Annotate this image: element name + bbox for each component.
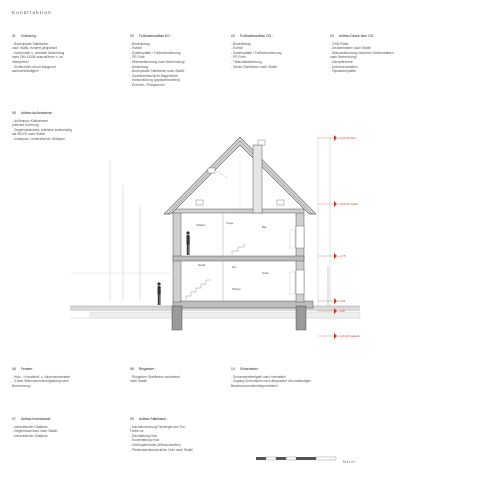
upper-floor-slab <box>173 256 304 261</box>
note-line: Farbe rot <box>130 429 144 434</box>
note-title: Fenster : <box>21 367 35 371</box>
note-line: - Kiesschüttung (kapillarbrechend) <box>130 78 181 83</box>
note-line: - 3-fach-Wärmeschutzverglasung nach <box>12 379 69 384</box>
note-line: als WDVS nach Statik! <box>12 132 46 137</box>
note-line: - Systemplatte / Fußbodenheizung <box>231 50 282 55</box>
note-line: - Estrich <box>130 46 143 51</box>
note-line: - Ziegelmauerwerk, teilweise zweischalig <box>12 127 72 132</box>
note-title: Aufbau Außenwände : <box>21 111 54 115</box>
note-line: - horizontale u. vertikale Abdichtung <box>12 50 65 55</box>
note-line: - Systemplatte / Fußbodenheizung <box>130 50 181 55</box>
note-line: - Abdichtung <box>130 64 149 69</box>
stair <box>186 280 211 300</box>
level-label: - 0,35 <box>338 310 345 313</box>
level-marker <box>318 135 356 141</box>
note-line: - Bodenbelag <box>130 41 150 46</box>
note-title: Gründung : <box>21 34 38 38</box>
level-label: + 5,55 OK Traufe <box>338 203 358 206</box>
person-figure <box>157 282 160 305</box>
note-title: Schornstein : <box>240 367 260 371</box>
room-label: Küche <box>262 272 269 275</box>
note-title: Fußbodenaufbau OG : <box>240 34 273 38</box>
note-line: - Dachlattung Holz <box>130 433 158 438</box>
note-line: - Bodenplatte Stahlbeton nach Statik! <box>130 69 185 74</box>
note-line: - Wärmedämmung nach Berechnung! <box>130 59 185 64</box>
note-title: Aufbau Innenwände : <box>21 417 53 421</box>
note-line: - Wärmedämmung zwischen Deckenbalken <box>330 50 394 55</box>
note-line: Berechnung! <box>12 383 31 388</box>
note-line: - Ziegelmauerwerk nach Statik! <box>12 429 58 434</box>
callout-marker <box>277 200 284 205</box>
ceiling-slab <box>173 209 304 213</box>
level-label: + 8,00 OK First <box>338 137 356 140</box>
note-line: - Ringanker Stahlbeton umlaufend <box>130 374 181 379</box>
note-line: - Gipskartonplatte <box>330 69 357 74</box>
note-title: Fußbodenaufbau EG : <box>139 34 172 38</box>
note-line: - Innenputz / mineralischer Glattputz <box>12 136 65 141</box>
note-number: 07 <box>12 417 16 421</box>
window-og <box>296 226 304 248</box>
note-line: nach Statik, frostfrei gegründet <box>12 46 57 51</box>
note-line: - Bodenplatte Stahlbeton <box>12 41 49 46</box>
note-line: - Unterkonstruktion <box>330 64 358 69</box>
note-line: - Estrich <box>231 46 244 51</box>
chimney <box>253 145 262 213</box>
note-line: - Schornsteinfertigteil nach Hersteller! <box>231 374 286 379</box>
foundation-left <box>172 306 182 330</box>
window-frame <box>290 230 295 248</box>
window-eg <box>296 270 304 294</box>
roof-inner-line <box>168 141 312 214</box>
note-number: 03 <box>231 34 235 38</box>
level-label: ± 0,00 <box>338 300 346 303</box>
foundation-right <box>296 306 306 330</box>
room-label: Abstell <box>198 264 206 267</box>
note-line: - PE-Folie <box>130 55 145 60</box>
note-line: - Zugang Schornstein nach Absprache mit zuständigen <box>231 379 312 384</box>
note-title: Aufbau Satteldach : <box>139 417 168 421</box>
note-line: - Decke Stahlbeton nach Statik! <box>231 64 278 69</box>
note-line: nach Statik! <box>130 379 148 384</box>
note-line: - PE-Folie <box>231 55 246 60</box>
note-line: - OSB-Platte <box>330 41 349 46</box>
stair-upper <box>232 243 244 255</box>
level-marker <box>318 253 346 259</box>
note-number: 08 <box>130 367 134 371</box>
window-frame <box>290 272 295 294</box>
note-number: 10 <box>231 367 235 371</box>
note-line: - Außenputz Kalkzement <box>12 118 48 123</box>
note-line: - Deckenbalken nach Statik! <box>330 46 372 51</box>
level-marker <box>318 298 346 304</box>
note-line: sachverständigen! <box>12 69 39 74</box>
note-number: 04 <box>330 34 334 38</box>
note-line: - Unterspannbahn (diffusionsoffen) <box>130 442 181 447</box>
room-label: Treppe <box>226 222 234 225</box>
note-line: nach DIN 18195 auszuführen u. zu <box>12 55 63 60</box>
note-line: - Sauberkeitsschicht Magerbeton <box>130 73 179 78</box>
gravel-layer <box>90 312 360 318</box>
person-figure <box>186 231 189 255</box>
floor-slab <box>173 301 313 308</box>
note-title: Aufbau Decke über OG : <box>339 34 376 38</box>
room-label: Flur <box>232 266 237 269</box>
note-number: 05 <box>12 111 16 115</box>
note-line: - Erdreich / Planplanum <box>130 82 165 87</box>
note-line: (kleinste Körnung) <box>12 123 39 128</box>
page-title: Konstruktion <box>12 10 52 15</box>
callout-marker <box>258 140 265 145</box>
level-marker <box>318 333 360 339</box>
room-label: Bad <box>262 226 267 229</box>
note-line: überprüfen! <box>12 59 29 64</box>
room-label: Wohnen <box>232 288 241 291</box>
scale-bar <box>256 457 336 460</box>
note-number: 06 <box>12 367 16 371</box>
note-line: - Trittschalldämmung <box>231 59 262 64</box>
callout-marker <box>208 168 228 178</box>
note-line: - Bodenbelag <box>231 41 251 46</box>
level-label: - 0,46 OK Gelände <box>338 335 360 338</box>
note-line: nach Berechnung! <box>330 55 357 60</box>
level-label: + 2,75 <box>338 255 346 258</box>
note-line: Bezirksschornsteinfegermeister! <box>231 383 278 388</box>
note-title: Ringanker : <box>139 367 156 371</box>
note-line: - Holz- / Kunststoff- u. Aluminiumfenster <box>12 374 71 379</box>
note-line: - Dampfbremse <box>330 59 353 64</box>
level-marker <box>318 201 358 207</box>
scale-label: Meter <box>343 460 357 464</box>
note-line: - Konterlattung Holz <box>130 438 160 443</box>
note-line: - mineralischer Glattputz <box>12 433 48 438</box>
callout-marker <box>196 200 203 205</box>
note-number: 03 <box>130 34 134 38</box>
note-number: 01 <box>12 34 16 38</box>
note-line: - Dacheindeckung Falzziegel aus Ton, <box>130 424 186 429</box>
note-line: - Pfettendachkonstruktion Holz nach Statik! <box>130 447 194 452</box>
note-line: - mineralischer Glattputz <box>12 424 48 429</box>
note-number: 09 <box>130 417 134 421</box>
note-line: - Schlitzrohre durch Baugrund <box>12 64 56 69</box>
room-label: Schlafen <box>196 224 206 227</box>
